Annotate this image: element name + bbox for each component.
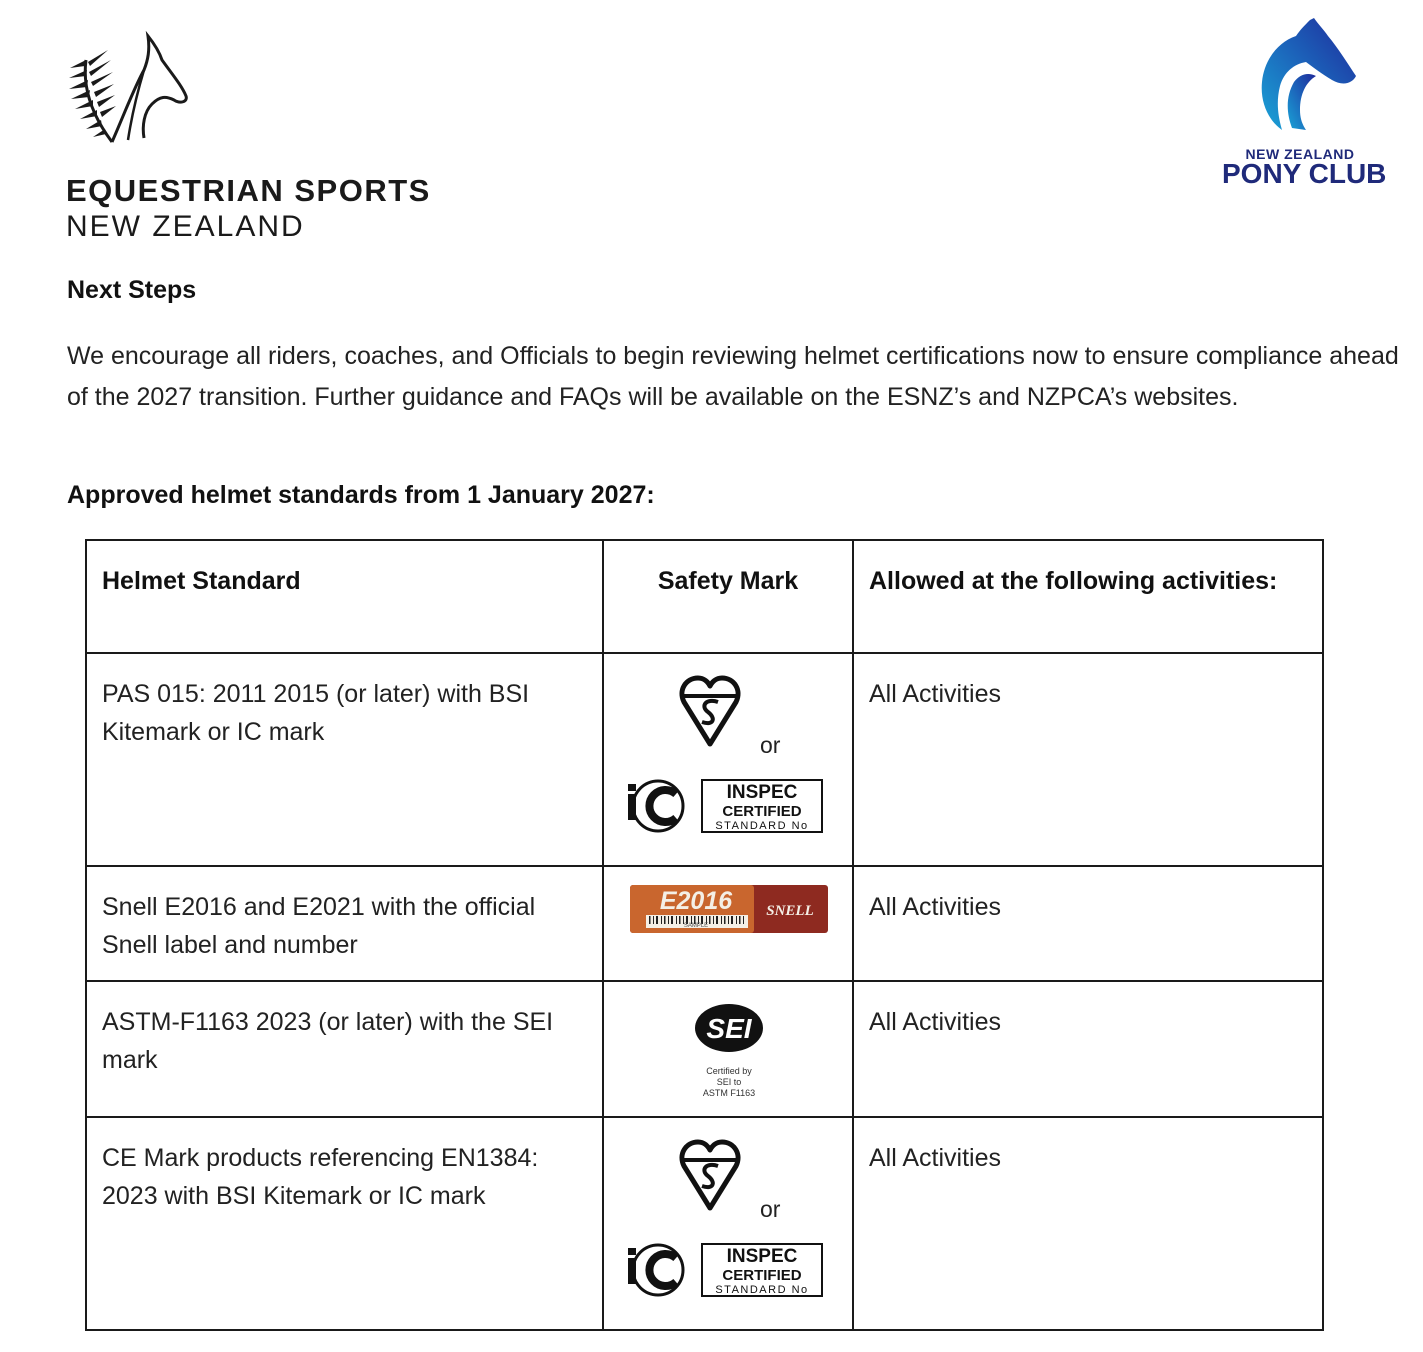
inspec-ic-mark-icon — [624, 1240, 828, 1300]
activities-cell: All Activities — [853, 653, 1323, 866]
standard-cell: PAS 015: 2011 2015 (or later) with BSI Kitemark or IC mark — [86, 653, 603, 866]
column-header-activities: Allowed at the following activities: — [853, 540, 1323, 653]
inspec-text: INSPEC — [726, 782, 798, 803]
snell-brand-text: SNELL — [766, 903, 814, 919]
pony-club-name-line2: PONY CLUB — [1222, 158, 1387, 189]
snell-label-icon — [630, 885, 828, 933]
next-steps-paragraph: We encourage all riders, coaches, and Officials to begin reviewing helmet certifications now to ensure compliance ahead of the 2027 transition. Further guidance and FAQs will be available on the ESNZ’s and NZPCA’s websites. — [67, 342, 1399, 411]
sei-caption: Certified by SEI to ASTM F1163 — [702, 1066, 756, 1098]
bsi-kitemark-icon — [678, 1136, 742, 1212]
esnz-logo — [64, 30, 431, 243]
column-header-standard: Helmet Standard — [86, 540, 603, 653]
certified-text: CERTIFIED — [722, 1267, 802, 1284]
pony-club-name-line1: NEW ZEALAND — [1245, 146, 1355, 162]
sei-mark-icon — [693, 1002, 765, 1054]
table-row — [86, 1117, 1323, 1330]
esnz-name-line2: NEW ZEALAND — [66, 210, 305, 243]
or-label: or — [760, 732, 781, 758]
horse-head-logo-icon — [1252, 16, 1360, 132]
table-header-row — [86, 540, 1323, 653]
standard-no-text: STANDARD No — [715, 1284, 809, 1296]
standard-cell: Snell E2016 and E2021 with the official Snell label and number — [86, 866, 603, 981]
esnz-name-line1: EQUESTRIAN SPORTS — [66, 173, 431, 208]
safety-mark-cell — [603, 653, 853, 866]
standard-cell: ASTM-F1163 2023 (or later) with the SEI mark — [86, 981, 603, 1117]
activities-cell: All Activities — [853, 981, 1323, 1117]
pony-club-logo — [1222, 16, 1387, 189]
sei-logo-text: SEI — [706, 1013, 752, 1044]
table-row — [86, 981, 1323, 1117]
or-label: or — [760, 1196, 781, 1222]
standard-no-text: STANDARD No — [715, 820, 809, 832]
inspec-text: INSPEC — [726, 1246, 798, 1267]
fern-horse-logo-icon — [64, 30, 194, 148]
helmet-standards-table — [85, 539, 1324, 1331]
safety-mark-cell — [603, 866, 853, 981]
inspec-ic-mark-icon — [624, 776, 828, 836]
approved-standards-heading: Approved helmet standards from 1 January 2027: — [67, 481, 655, 509]
safety-mark-cell — [603, 1117, 853, 1330]
activities-cell: All Activities — [853, 1117, 1323, 1330]
snell-sample-text: SAMPLE — [683, 923, 709, 929]
standard-cell: CE Mark products referencing EN1384: 2023 with BSI Kitemark or IC mark — [86, 1117, 603, 1330]
column-header-safety-mark: Safety Mark — [603, 540, 853, 653]
table-row — [86, 653, 1323, 866]
activities-cell: All Activities — [853, 866, 1323, 981]
certified-text: CERTIFIED — [722, 803, 802, 820]
safety-mark-cell — [603, 981, 853, 1117]
next-steps-heading: Next Steps — [67, 276, 197, 304]
bsi-kitemark-icon — [678, 672, 742, 748]
snell-code-text: E2016 — [659, 887, 733, 915]
table-row — [86, 866, 1323, 981]
